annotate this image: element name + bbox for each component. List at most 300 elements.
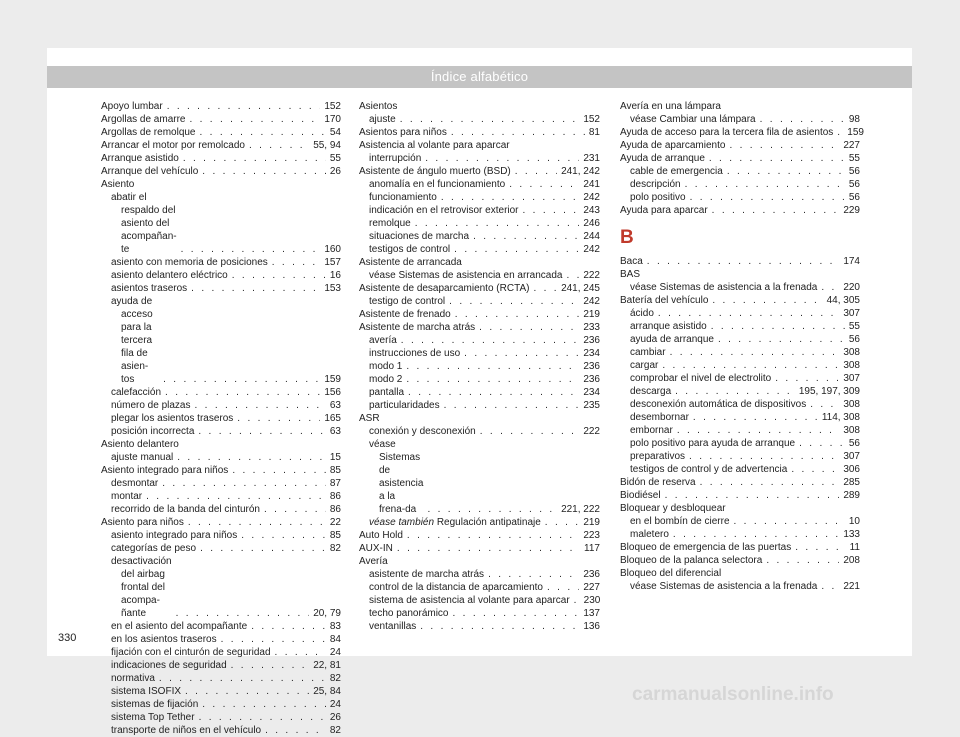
index-entry-term: cambiar bbox=[630, 347, 666, 358]
index-entry bbox=[359, 399, 600, 412]
leader-dots bbox=[406, 360, 579, 373]
index-entry bbox=[101, 620, 341, 633]
index-entry bbox=[101, 464, 341, 477]
index-entry-term: testigos de control y de advertencia bbox=[630, 464, 788, 475]
leader-dots bbox=[221, 633, 326, 646]
page-title: Índice alfabético bbox=[430, 69, 529, 84]
index-entry bbox=[620, 554, 860, 567]
index-entry-term: ácido bbox=[630, 308, 654, 319]
index-entry bbox=[101, 425, 341, 438]
leader-dots bbox=[766, 554, 839, 567]
leader-dots bbox=[183, 152, 326, 165]
index-entry-term: ayuda de acceso para la tercera fila de asien-tos bbox=[111, 296, 153, 385]
index-entry bbox=[101, 191, 341, 256]
leader-dots bbox=[265, 724, 326, 737]
index-entry-page: 241, 242 bbox=[561, 166, 600, 177]
index-entry-term: techo panorámico bbox=[369, 608, 449, 619]
index-entry bbox=[359, 126, 600, 139]
leader-dots bbox=[167, 100, 321, 113]
index-entry-term: interrupción bbox=[369, 153, 422, 164]
index-column-1 bbox=[101, 100, 341, 737]
index-entry bbox=[620, 502, 860, 515]
index-entry-term: testigo de control bbox=[369, 296, 446, 307]
index-entry-term: Asistente de frenado bbox=[359, 309, 451, 320]
index-entry-term: Asistencia al volante para aparcar bbox=[359, 140, 510, 151]
index-entry-page: 55 bbox=[329, 153, 341, 164]
index-entry-term: Biodiésel bbox=[620, 490, 661, 501]
leader-dots bbox=[509, 178, 579, 191]
index-entry bbox=[101, 477, 341, 490]
index-entry-term: Baca bbox=[620, 256, 643, 267]
index-entry bbox=[101, 295, 341, 386]
index-entry-term: en el asiento del acompañante bbox=[111, 621, 248, 632]
index-entry bbox=[359, 204, 600, 217]
index-entry-term: BAS bbox=[620, 269, 641, 280]
leader-dots bbox=[415, 217, 580, 230]
leader-dots bbox=[400, 113, 580, 126]
index-entry bbox=[101, 386, 341, 399]
index-entry bbox=[620, 372, 860, 385]
index-entry-page: 236 bbox=[583, 335, 600, 346]
index-entry-term: Asistente de desaparcamiento (RCTA) bbox=[359, 283, 530, 294]
index-entry bbox=[620, 424, 860, 437]
index-entry-page: 308 bbox=[843, 425, 860, 436]
leader-dots bbox=[264, 503, 326, 516]
index-entry bbox=[101, 490, 341, 503]
leader-dots bbox=[275, 646, 326, 659]
index-entry bbox=[359, 516, 600, 529]
leader-dots bbox=[515, 165, 557, 178]
leader-dots bbox=[658, 307, 839, 320]
index-entry bbox=[101, 256, 341, 269]
index-entry-term: Ayuda para aparcar bbox=[620, 205, 708, 216]
leader-dots bbox=[397, 542, 580, 555]
index-entry-page: 235 bbox=[583, 400, 600, 411]
index-entry bbox=[101, 438, 341, 451]
index-entry-term: sistema ISOFIX bbox=[111, 686, 182, 697]
index-entry-page: 230 bbox=[583, 595, 601, 606]
index-entry-page: 56 bbox=[848, 334, 860, 345]
leader-dots bbox=[251, 620, 326, 633]
index-entry bbox=[359, 269, 600, 282]
leader-dots bbox=[712, 204, 840, 217]
index-entry bbox=[359, 360, 600, 373]
index-entry bbox=[620, 165, 860, 178]
index-entry bbox=[620, 411, 860, 424]
index-entry-page: 117 bbox=[584, 543, 600, 554]
index-column-2 bbox=[359, 100, 600, 633]
index-entry bbox=[101, 451, 341, 464]
index-entry-term: en el bombín de cierre bbox=[630, 516, 730, 527]
leader-dots bbox=[685, 178, 845, 191]
index-entry-term: maletero bbox=[630, 529, 669, 540]
leader-dots bbox=[837, 126, 843, 139]
index-entry-page: 242 bbox=[583, 244, 600, 255]
leader-dots bbox=[163, 373, 320, 386]
index-entry-term: Bloqueo del diferencial bbox=[620, 568, 722, 579]
index-entry-term: ajuste manual bbox=[111, 452, 174, 463]
leader-dots bbox=[451, 126, 585, 139]
index-entry bbox=[101, 126, 341, 139]
index-entry-page: 63 bbox=[329, 426, 341, 437]
index-entry-term: Arranque asistido bbox=[101, 153, 179, 164]
index-entry-page: 221, 222 bbox=[561, 504, 600, 515]
index-entry bbox=[620, 281, 860, 294]
index-entry-page: 307 bbox=[843, 373, 860, 384]
index-entry bbox=[101, 503, 341, 516]
leader-dots bbox=[480, 425, 580, 438]
index-entry-page: 55, 94 bbox=[313, 140, 341, 151]
leader-dots bbox=[545, 516, 580, 529]
leader-dots bbox=[420, 620, 579, 633]
index-entry-term: conexión y desconexión bbox=[369, 426, 476, 437]
index-entry bbox=[620, 528, 860, 541]
leader-dots bbox=[488, 568, 579, 581]
index-entry-page: 156 bbox=[324, 387, 341, 398]
index-entry-term: Bloqueo de la palanca selectora bbox=[620, 555, 763, 566]
index-entry-page: 195, 197, 309 bbox=[798, 386, 860, 397]
leader-dots bbox=[185, 685, 309, 698]
leader-dots bbox=[799, 437, 845, 450]
index-entry-page: 241 bbox=[583, 179, 600, 190]
index-entry-page: 308 bbox=[843, 360, 860, 371]
index-entry-term: Asistente de ángulo muerto (BSD) bbox=[359, 166, 511, 177]
leader-dots bbox=[232, 464, 326, 477]
leader-dots bbox=[449, 295, 579, 308]
index-entry-page: 308 bbox=[843, 347, 860, 358]
index-entry-term: sistema Top Tether bbox=[111, 712, 195, 723]
index-entry-page: 10 bbox=[848, 516, 860, 527]
index-entry-page: 285 bbox=[843, 477, 860, 488]
leader-dots bbox=[689, 450, 839, 463]
index-entry-page: 26 bbox=[329, 166, 341, 177]
index-entry-term: Argollas de amarre bbox=[101, 114, 186, 125]
index-entry-term: montar bbox=[111, 491, 143, 502]
index-entry-page: 56 bbox=[848, 166, 860, 177]
index-entry bbox=[101, 399, 341, 412]
index-entry-term: Batería del vehículo bbox=[620, 295, 709, 306]
index-entry-term: plegar los asientos traseros bbox=[111, 413, 234, 424]
leader-dots bbox=[453, 607, 580, 620]
index-entry bbox=[620, 489, 860, 502]
index-entry bbox=[620, 437, 860, 450]
index-entry bbox=[101, 672, 341, 685]
index-entry-term: embornar bbox=[630, 425, 673, 436]
index-entry bbox=[620, 126, 864, 139]
index-entry-page: 56 bbox=[848, 179, 860, 190]
index-entry bbox=[359, 555, 600, 568]
index-entry-term: situaciones de marcha bbox=[369, 231, 470, 242]
index-entry bbox=[101, 646, 341, 659]
index-entry-page: 236 bbox=[583, 374, 600, 385]
index-entry-page: 54 bbox=[329, 127, 341, 138]
index-entry-term: anomalía en el funcionamiento bbox=[369, 179, 506, 190]
index-entry bbox=[620, 294, 860, 307]
index-entry-term: testigos de control bbox=[369, 244, 451, 255]
index-entry-term: indicación en el retrovisor exterior bbox=[369, 205, 519, 216]
index-entry-term: Bloqueo de emergencia de las puertas bbox=[620, 542, 792, 553]
leader-dots bbox=[821, 281, 839, 294]
index-entry-page: 133 bbox=[843, 529, 860, 540]
index-entry-term: sistema de asistencia al volante para aparcar bbox=[369, 595, 570, 606]
index-entry-page: 137 bbox=[583, 608, 600, 619]
index-entry-term: Asientos bbox=[359, 101, 398, 112]
index-entry-term: remolque bbox=[369, 218, 411, 229]
index-entry bbox=[101, 685, 341, 698]
index-entry bbox=[359, 594, 600, 607]
index-entry bbox=[359, 568, 600, 581]
index-entry bbox=[359, 243, 600, 256]
index-entry-page: 234 bbox=[583, 348, 600, 359]
index-entry-page: 85 bbox=[329, 465, 341, 476]
index-entry-page: 223 bbox=[583, 530, 600, 541]
leader-dots bbox=[272, 256, 321, 269]
index-entry-page: 241, 245 bbox=[561, 283, 600, 294]
leader-dots bbox=[709, 152, 845, 165]
index-entry-term: polo positivo para ayuda de arranque bbox=[630, 438, 796, 449]
index-entry-page: 227 bbox=[843, 140, 860, 151]
index-entry-term: asistente de marcha atrás bbox=[369, 569, 485, 580]
index-entry-term: asiento delantero eléctrico bbox=[111, 270, 228, 281]
leader-dots bbox=[165, 386, 320, 399]
index-entry bbox=[620, 541, 860, 554]
index-entry-page: 308 bbox=[843, 399, 860, 410]
index-entry bbox=[359, 256, 600, 269]
index-entry-page: 85 bbox=[329, 530, 341, 541]
leader-dots bbox=[202, 698, 326, 711]
leader-dots bbox=[464, 347, 579, 360]
leader-dots bbox=[241, 529, 326, 542]
index-entry-page: 159 bbox=[847, 127, 864, 138]
leader-dots bbox=[711, 320, 845, 333]
index-entry-term: Bidón de reserva bbox=[620, 477, 696, 488]
index-header-bar bbox=[47, 66, 912, 88]
index-entry-page: 114, 308 bbox=[821, 412, 860, 423]
index-entry-page: 244 bbox=[583, 231, 600, 242]
index-entry-page: 63 bbox=[329, 400, 341, 411]
leader-dots bbox=[810, 398, 839, 411]
index-entry bbox=[620, 463, 860, 476]
index-entry-page: 55 bbox=[848, 321, 860, 332]
index-entry-page: 306 bbox=[843, 464, 860, 475]
index-entry-term: funcionamiento bbox=[369, 192, 437, 203]
index-entry-term: asiento integrado para niños bbox=[111, 530, 238, 541]
index-entry-page: 246 bbox=[583, 218, 600, 229]
index-entry bbox=[359, 425, 600, 438]
leader-dots bbox=[718, 333, 845, 346]
index-entry-term: preparativos bbox=[630, 451, 686, 462]
index-entry bbox=[620, 307, 860, 320]
index-entry bbox=[101, 152, 341, 165]
index-entry-term: abatir el respaldo del asiento del acompañan-te bbox=[111, 192, 177, 255]
leader-dots bbox=[195, 399, 326, 412]
index-entry-page: 82 bbox=[329, 725, 341, 736]
index-entry-term: desembornar bbox=[630, 412, 689, 423]
index-entry-term: desactivación del airbag frontal del acompa-ñante bbox=[111, 556, 172, 619]
leader-dots bbox=[454, 243, 579, 256]
index-entry-term: modo 1 bbox=[369, 361, 403, 372]
leader-dots bbox=[176, 607, 310, 620]
index-entry-page: 219 bbox=[583, 517, 600, 528]
index-entry-term: véase Cambiar una lámpara bbox=[630, 114, 756, 125]
index-entry-term: véase Sistemas de asistencia en arrancada bbox=[369, 270, 563, 281]
index-entry-page: 236 bbox=[583, 569, 600, 580]
index-entry bbox=[359, 282, 600, 295]
index-entry bbox=[359, 178, 600, 191]
index-entry bbox=[359, 165, 600, 178]
index-entry-term: Ayuda de arranque bbox=[620, 153, 705, 164]
index-entry-page: 159 bbox=[324, 374, 341, 385]
index-entry-term: Asiento integrado para niños bbox=[101, 465, 229, 476]
leader-dots bbox=[574, 594, 580, 607]
index-entry-term: Bloquear y desbloquear bbox=[620, 503, 726, 514]
index-entry-term: normativa bbox=[111, 673, 155, 684]
index-entry bbox=[620, 385, 860, 398]
index-entry-term: Asistente de arrancada bbox=[359, 257, 462, 268]
index-entry-page: 289 bbox=[843, 490, 860, 501]
index-entry bbox=[101, 113, 341, 126]
index-entry-page: 153 bbox=[324, 283, 341, 294]
index-entry-page: 82 bbox=[329, 543, 341, 554]
leader-dots bbox=[198, 425, 326, 438]
index-entry-term: desmontar bbox=[111, 478, 159, 489]
index-entry-term: descripción bbox=[630, 179, 681, 190]
leader-dots bbox=[673, 528, 839, 541]
leader-dots bbox=[712, 294, 822, 307]
index-entry-term: cable de emergencia bbox=[630, 166, 723, 177]
index-entry bbox=[359, 373, 600, 386]
index-entry-page: 220 bbox=[843, 282, 860, 293]
index-entry bbox=[101, 282, 341, 295]
index-entry bbox=[620, 567, 860, 580]
index-entry-page: 26 bbox=[329, 712, 341, 723]
index-entry bbox=[620, 398, 860, 411]
index-entry-term: Asientos para niños bbox=[359, 127, 447, 138]
index-entry-page: 160 bbox=[324, 244, 341, 255]
leader-dots bbox=[647, 255, 840, 268]
index-entry-page: 86 bbox=[329, 504, 341, 515]
leader-dots bbox=[441, 191, 579, 204]
index-entry-term: polo positivo bbox=[630, 192, 686, 203]
leader-dots bbox=[727, 165, 845, 178]
index-entry-term: avería bbox=[369, 335, 397, 346]
index-entry-page: 157 bbox=[324, 257, 341, 268]
leader-dots bbox=[670, 346, 840, 359]
index-entry-term: fijación con el cinturón de seguridad bbox=[111, 647, 271, 658]
index-entry-term: ventanillas bbox=[369, 621, 417, 632]
index-entry bbox=[359, 308, 600, 321]
index-entry-term: Asiento bbox=[101, 179, 135, 190]
index-entry-term: Asiento para niños bbox=[101, 517, 184, 528]
index-entry-term: pantalla bbox=[369, 387, 405, 398]
index-entry bbox=[620, 346, 860, 359]
index-entry-term: modo 2 bbox=[369, 374, 403, 385]
index-entry bbox=[359, 607, 600, 620]
index-entry-page: 170 bbox=[324, 114, 341, 125]
index-entry-term: Apoyo lumbar bbox=[101, 101, 163, 112]
index-entry bbox=[620, 139, 860, 152]
index-entry bbox=[101, 698, 341, 711]
index-entry bbox=[620, 178, 860, 191]
index-entry-term: recorrido de la banda del cinturón bbox=[111, 504, 260, 515]
leader-dots bbox=[729, 139, 839, 152]
index-entry-page: 242 bbox=[583, 296, 600, 307]
leader-dots bbox=[401, 334, 580, 347]
index-entry-page: 152 bbox=[583, 114, 600, 125]
index-entry bbox=[101, 178, 341, 191]
index-entry-term: AUX-IN bbox=[359, 543, 393, 554]
index-entry bbox=[101, 165, 341, 178]
index-entry-page: 84 bbox=[329, 634, 341, 645]
index-entry bbox=[359, 386, 600, 399]
index-entry bbox=[620, 476, 860, 489]
leader-dots bbox=[795, 541, 845, 554]
index-entry bbox=[359, 295, 600, 308]
index-entry-term: control de la distancia de aparcamiento bbox=[369, 582, 543, 593]
index-entry-term: ayuda de arranque bbox=[630, 334, 714, 345]
index-entry-term: instrucciones de uso bbox=[369, 348, 461, 359]
index-entry-term: véase también Regulación antipatinaje bbox=[369, 517, 541, 528]
index-entry-term: transporte de niños en el vehículo bbox=[111, 725, 262, 736]
index-letter-heading: B bbox=[620, 227, 634, 248]
leader-dots bbox=[665, 489, 840, 502]
index-entry-term: indicaciones de seguridad bbox=[111, 660, 227, 671]
leader-dots bbox=[188, 516, 326, 529]
index-entry-term: Asistente de marcha atrás bbox=[359, 322, 476, 333]
leader-dots bbox=[760, 113, 845, 126]
leader-dots bbox=[677, 424, 840, 437]
leader-dots bbox=[523, 204, 580, 217]
leader-dots bbox=[159, 672, 326, 685]
leader-dots bbox=[177, 451, 326, 464]
index-entry-page: 81 bbox=[588, 127, 600, 138]
index-column-3 bbox=[620, 100, 864, 593]
index-entry-page: 98 bbox=[848, 114, 860, 125]
index-entry-page: 136 bbox=[583, 621, 600, 632]
index-entry-term: descarga bbox=[630, 386, 672, 397]
index-entry-page: 152 bbox=[324, 101, 341, 112]
index-entry-page: 16 bbox=[329, 270, 341, 281]
index-entry-page: 242 bbox=[583, 192, 600, 203]
index-entry bbox=[620, 515, 860, 528]
index-entry-page: 82 bbox=[329, 673, 341, 684]
leader-dots bbox=[189, 113, 320, 126]
index-entry bbox=[359, 191, 600, 204]
leader-dots bbox=[146, 490, 326, 503]
leader-dots bbox=[473, 230, 579, 243]
index-entry-term: asientos traseros bbox=[111, 283, 188, 294]
index-entry bbox=[359, 139, 600, 152]
index-entry-page: 174 bbox=[843, 256, 860, 267]
index-entry-term: comprobar el nivel de electrolito bbox=[630, 373, 772, 384]
index-entry-page: 229 bbox=[843, 205, 860, 216]
index-entry-term: véase Sistemas de asistencia a la frenada bbox=[630, 581, 818, 592]
index-entry bbox=[620, 113, 860, 126]
index-entry bbox=[620, 191, 860, 204]
index-entry-page: 24 bbox=[329, 699, 341, 710]
watermark: carmanualsonline.info bbox=[632, 684, 834, 705]
leader-dots bbox=[237, 412, 320, 425]
index-entry-term: Argollas de remolque bbox=[101, 127, 196, 138]
leader-dots bbox=[455, 308, 580, 321]
index-entry bbox=[620, 204, 860, 217]
leader-dots bbox=[693, 411, 818, 424]
index-entry-page: 56 bbox=[848, 438, 860, 449]
index-entry-term: ASR bbox=[359, 413, 380, 424]
index-entry bbox=[101, 711, 341, 724]
index-entry-page: 243 bbox=[583, 205, 600, 216]
index-entry-term: categorías de peso bbox=[111, 543, 197, 554]
